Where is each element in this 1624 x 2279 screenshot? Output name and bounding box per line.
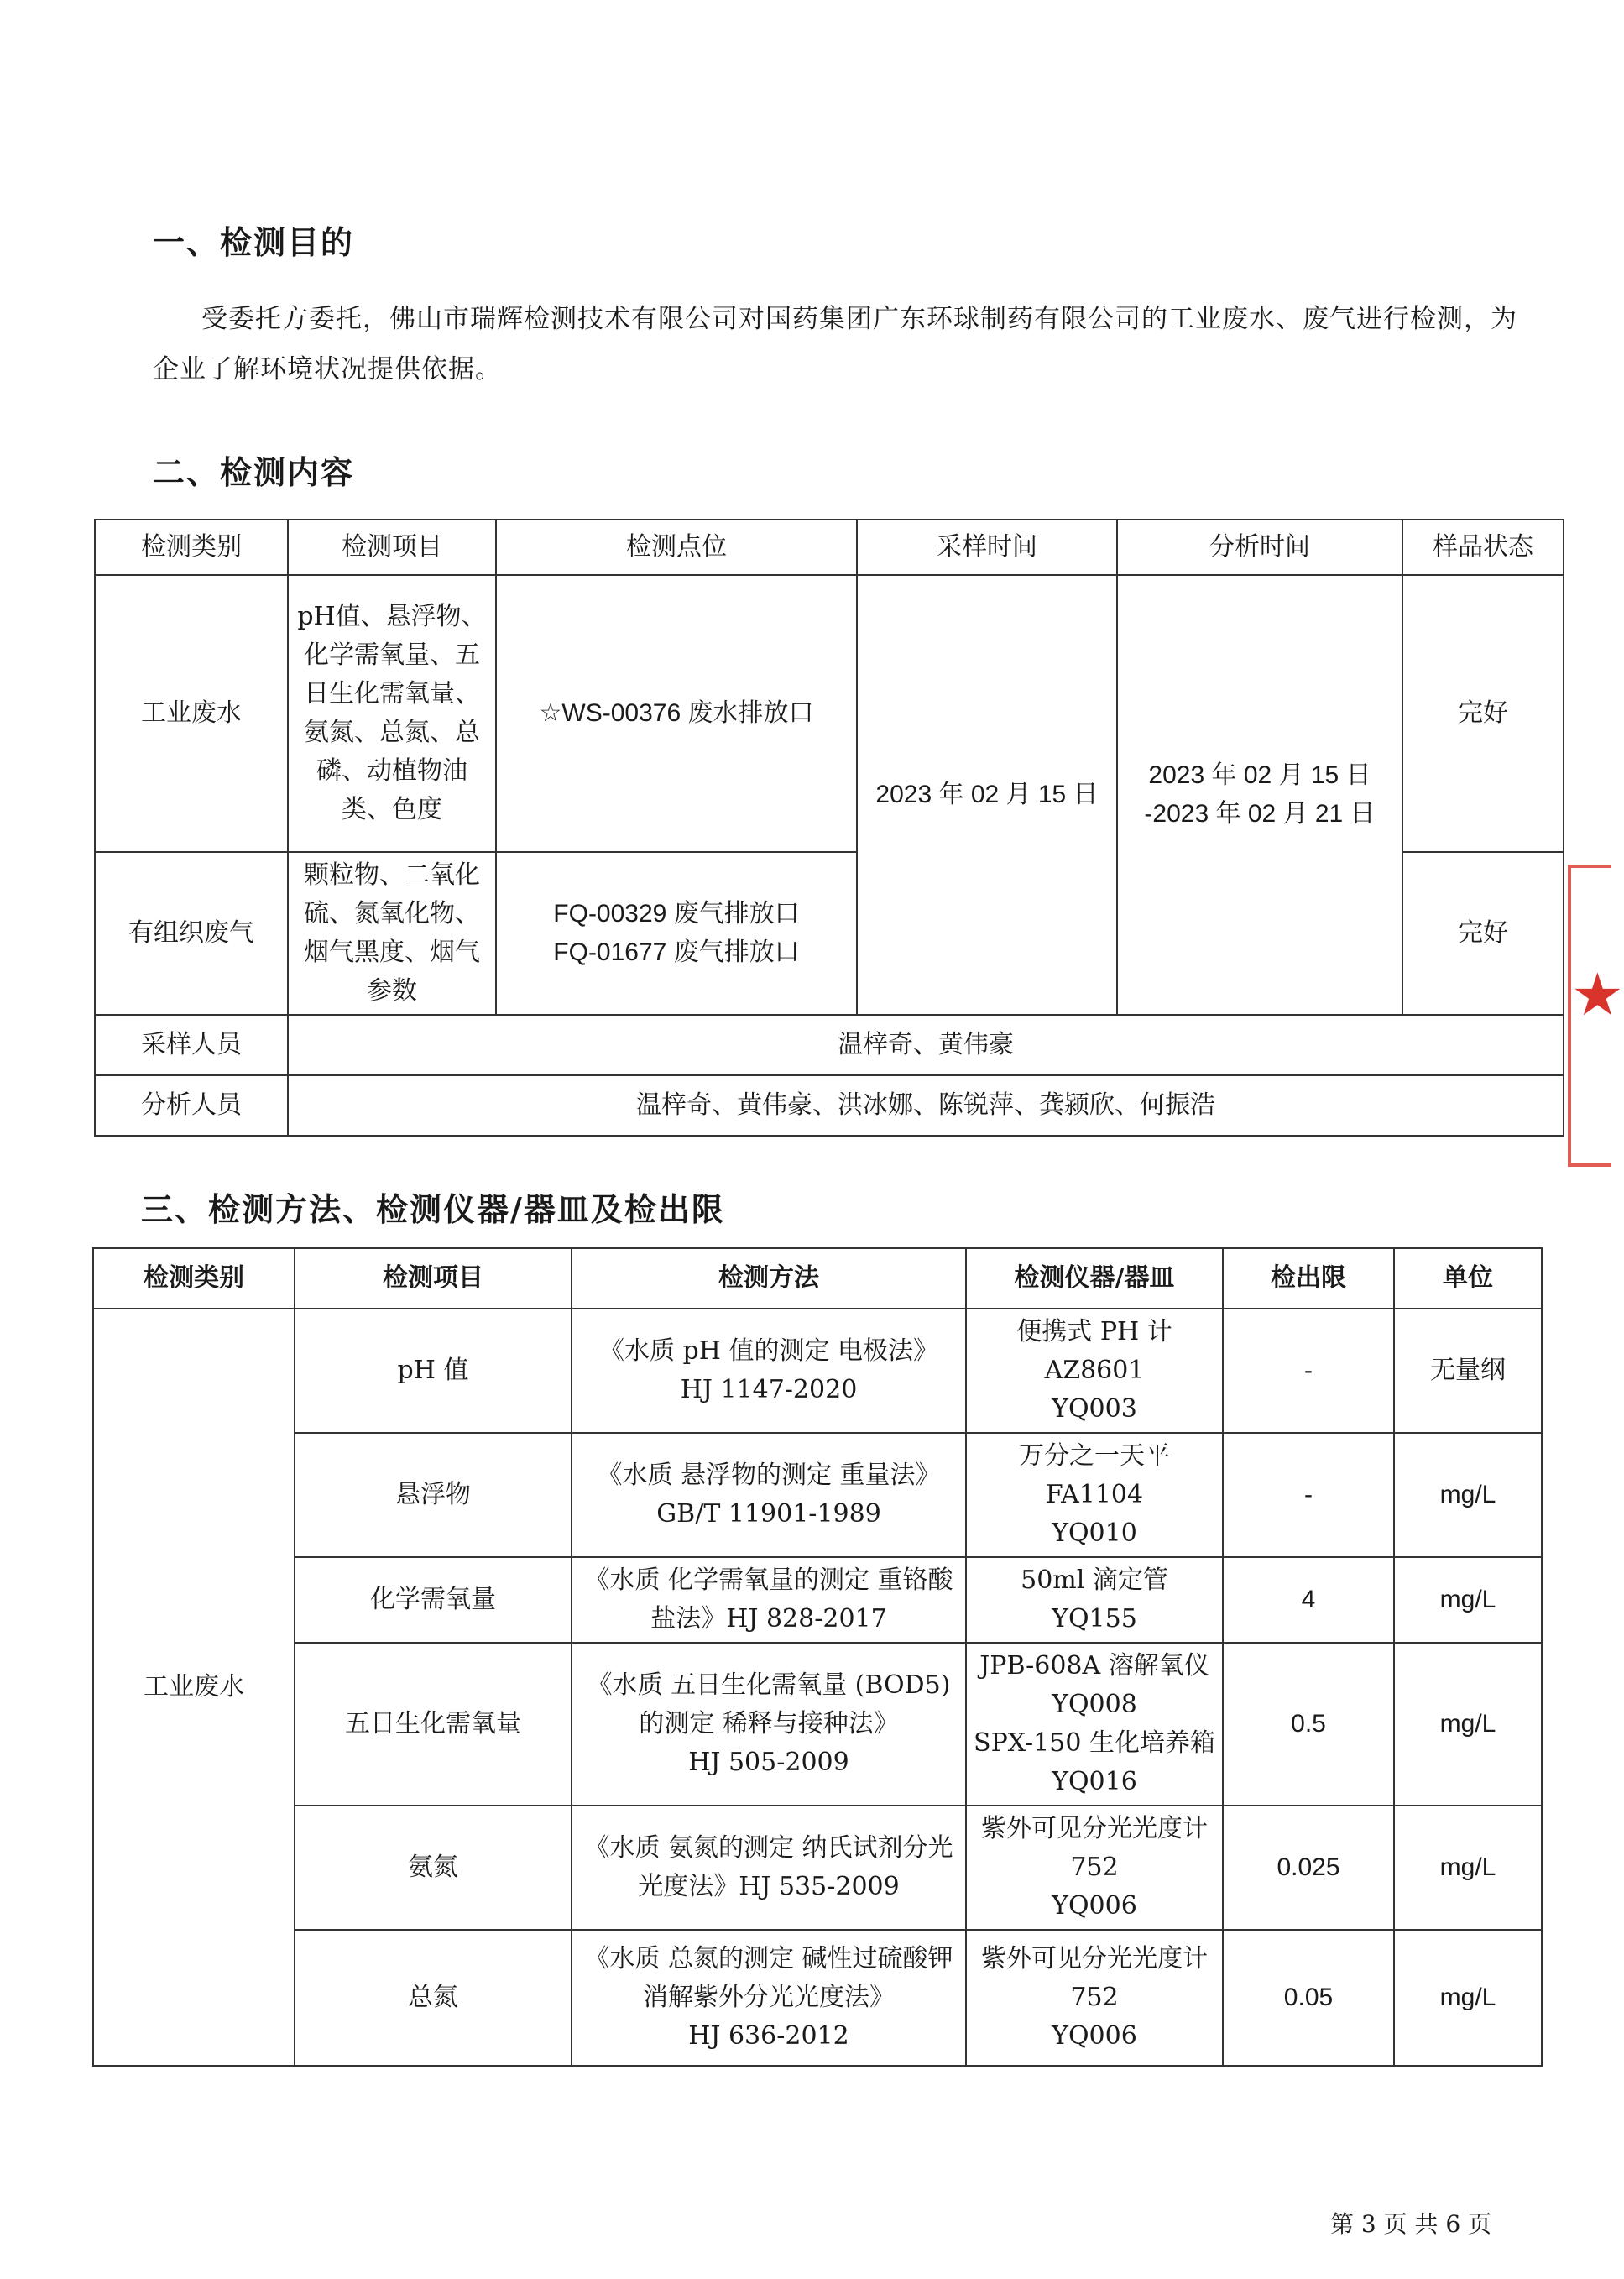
m-header-limit: 检出限 — [1223, 1248, 1394, 1309]
m-row3-limit: 4 — [1223, 1557, 1394, 1643]
m-row2-limit: - — [1223, 1433, 1394, 1557]
m-row6-method: 《水质 总氮的测定 碱性过硫酸钾消解紫外分光光度法》 HJ 636-2012 — [572, 1930, 966, 2066]
m-row4-limit: 0.5 — [1223, 1643, 1394, 1806]
samplers: 温梓奇、黄伟豪 — [288, 1015, 1564, 1075]
m-row6-item: 总氮 — [295, 1930, 572, 2066]
m-row1-unit: 无量纲 — [1394, 1309, 1542, 1433]
m-row2-method: 《水质 悬浮物的测定 重量法》 GB/T 11901-1989 — [572, 1433, 966, 1557]
header-sampling-time: 采样时间 — [857, 520, 1117, 575]
m-row5-item: 氨氮 — [295, 1806, 572, 1930]
sampling-time: 2023 年 02 月 15 日 — [857, 575, 1117, 1015]
m-row3-method: 《水质 化学需氧量的测定 重铬酸盐法》HJ 828-2017 — [572, 1557, 966, 1643]
m-header-category: 检测类别 — [93, 1248, 295, 1309]
m-row4-item: 五日生化需氧量 — [295, 1643, 572, 1806]
seal-star-icon: ★ — [1571, 960, 1624, 1029]
m-header-instrument: 检测仪器/器皿 — [966, 1248, 1223, 1309]
m-row4-instrument: JPB-608A 溶解氧仪 YQ008 SPX-150 生化培养箱 YQ016 — [966, 1643, 1223, 1806]
m-row3-item: 化学需氧量 — [295, 1557, 572, 1643]
row2-items: 颗粒物、二氧化硫、氮氧化物、烟气黑度、烟气参数 — [288, 852, 496, 1015]
detection-content-table — [94, 519, 1564, 1137]
m-row5-unit: mg/L — [1394, 1806, 1542, 1930]
row2-category: 有组织废气 — [95, 852, 288, 1015]
m-header-unit: 单位 — [1394, 1248, 1542, 1309]
page-number: 第 3 页 共 6 页 — [1330, 2210, 1492, 2238]
m-header-method: 检测方法 — [572, 1248, 966, 1309]
header-sample-state: 样品状态 — [1402, 520, 1564, 575]
m-row5-method: 《水质 氨氮的测定 纳氏试剂分光光度法》HJ 535-2009 — [572, 1806, 966, 1930]
section3-heading: 三、检测方法、检测仪器/器皿及检出限 — [141, 1190, 725, 1228]
m-row3-instrument: 50ml 滴定管 YQ155 — [966, 1557, 1223, 1643]
row1-state: 完好 — [1402, 575, 1564, 852]
m-row6-unit: mg/L — [1394, 1930, 1542, 2066]
header-item: 检测项目 — [288, 520, 496, 575]
m-row6-limit: 0.05 — [1223, 1930, 1394, 2066]
m-row2-item: 悬浮物 — [295, 1433, 572, 1557]
section2-heading: 二、检测内容 — [153, 453, 355, 491]
analyst-label: 分析人员 — [95, 1075, 288, 1136]
m-row3-unit: mg/L — [1394, 1557, 1542, 1643]
m-category: 工业废水 — [93, 1309, 295, 2066]
m-row4-unit: mg/L — [1394, 1643, 1542, 1806]
sampler-label: 采样人员 — [95, 1015, 288, 1075]
m-row1-item: pH 值 — [295, 1309, 572, 1433]
m-header-item: 检测项目 — [295, 1248, 572, 1309]
m-row1-instrument: 便携式 PH 计 AZ8601 YQ003 — [966, 1309, 1223, 1433]
m-row4-method: 《水质 五日生化需氧量 (BOD5) 的测定 稀释与接种法》 HJ 505-2009 — [572, 1643, 966, 1806]
section1-paragraph: 受委托方委托，佛山市瑞辉检测技术有限公司对国药集团广东环球制药有限公司的工业废水、废气进行检测，为企业了解环境状况提供依据。 — [153, 304, 1517, 384]
m-row2-instrument: 万分之一天平 FA1104 YQ010 — [966, 1433, 1223, 1557]
m-row5-limit: 0.025 — [1223, 1806, 1394, 1930]
m-row5-instrument: 紫外可见分光光度计752 YQ006 — [966, 1806, 1223, 1930]
row1-category: 工业废水 — [95, 575, 288, 852]
header-location: 检测点位 — [496, 520, 857, 575]
header-analysis-time: 分析时间 — [1117, 520, 1402, 575]
analysis-time: 2023 年 02 月 15 日 -2023 年 02 月 21 日 — [1117, 575, 1402, 1015]
row1-items: pH值、悬浮物、化学需氧量、五日生化需氧量、氨氮、总氮、总磷、动植物油类、色度 — [288, 575, 496, 852]
m-row2-unit: mg/L — [1394, 1433, 1542, 1557]
m-row1-limit: - — [1223, 1309, 1394, 1433]
analysts: 温梓奇、黄伟豪、洪冰娜、陈锐萍、龚颍欣、何振浩 — [288, 1075, 1564, 1136]
row2-location: FQ-00329 废气排放口 FQ-01677 废气排放口 — [496, 852, 857, 1015]
header-category: 检测类别 — [95, 520, 288, 575]
section1-heading: 一、检测目的 — [153, 223, 355, 261]
row2-state: 完好 — [1402, 852, 1564, 1015]
m-row6-instrument: 紫外可见分光光度计 752 YQ006 — [966, 1930, 1223, 2066]
m-row1-method: 《水质 pH 值的测定 电极法》 HJ 1147-2020 — [572, 1309, 966, 1433]
row1-location: ☆WS-00376 废水排放口 — [496, 575, 857, 852]
method-table — [92, 1247, 1543, 2067]
